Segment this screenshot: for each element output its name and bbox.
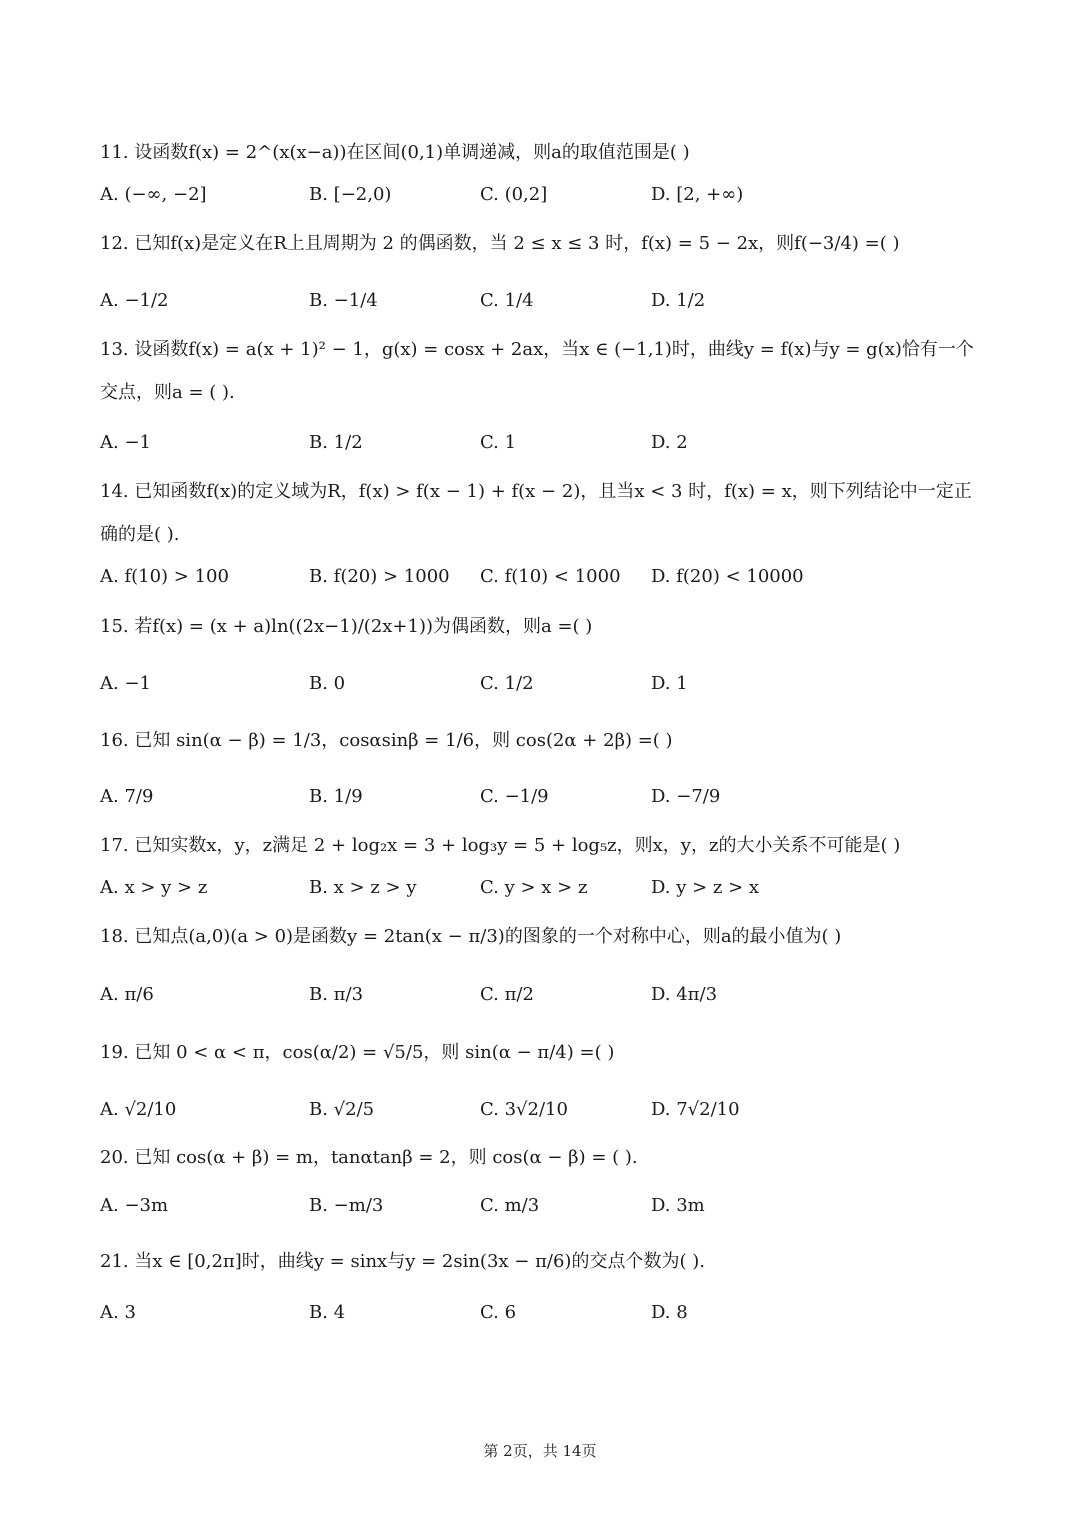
options-21 — [100, 1293, 980, 1333]
options-12 — [100, 281, 980, 321]
option-b: B. [−2,0) — [309, 184, 392, 205]
option-b: B. 1/9 — [309, 786, 363, 807]
question-14 — [100, 470, 984, 556]
question-18 — [100, 915, 984, 958]
options-14 — [100, 557, 980, 597]
question-20 — [100, 1136, 984, 1179]
question-stem: 12. 已知f(x)是定义在R上且周期为 2 的偶函数，当 2 ≤ x ≤ 3 时，f(x) = 5 − 2x，则f(−3/4) =( ) — [100, 233, 900, 254]
option-d: D. −7/9 — [651, 786, 721, 807]
option-d: D. f(20) < 10000 — [651, 566, 804, 587]
question-stem: 11. 设函数f(x) = 2^(x(x−a))在区间(0,1)单调递减，则a的取值范围是( ) — [100, 142, 690, 163]
option-a: A. 7/9 — [100, 786, 154, 807]
option-c: C. m/3 — [480, 1195, 540, 1216]
option-a: A. −3m — [100, 1195, 169, 1216]
question-stem: 17. 已知实数x，y，z满足 2 + log₂x = 3 + log₃y = 5 + log₅z，则x，y，z的大小关系不可能是( ) — [100, 835, 901, 856]
option-d: D. 1/2 — [651, 290, 706, 311]
option-a: A. −1 — [100, 673, 151, 694]
option-d: D. 8 — [651, 1302, 688, 1323]
option-c: C. (0,2] — [480, 184, 548, 205]
option-a: A. 3 — [100, 1302, 136, 1323]
option-d: D. 4π/3 — [651, 984, 718, 1005]
option-a: A. √2/10 — [100, 1099, 177, 1120]
option-c: C. π/2 — [480, 984, 534, 1005]
option-c: C. f(10) < 1000 — [480, 566, 621, 587]
option-d: D. 3m — [651, 1195, 705, 1216]
option-a: A. π/6 — [100, 984, 154, 1005]
question-17 — [100, 824, 984, 867]
options-15 — [100, 664, 980, 704]
question-stem: 14. 已知函数f(x)的定义域为R，f(x) > f(x − 1) + f(x − 2)，且当x < 3 时，f(x) = x，则下列结论中一定正确的是( ). — [100, 481, 972, 545]
question-stem: 19. 已知 0 < α < π，cos(α/2) = √5/5，则 sin(α − π/4) =( ) — [100, 1042, 615, 1063]
question-11 — [100, 131, 984, 174]
option-b: B. 4 — [309, 1302, 346, 1323]
page-footer: 第 2页，共 14页 — [483, 1442, 597, 1460]
option-c: C. 1 — [480, 432, 517, 453]
option-c: C. −1/9 — [480, 786, 549, 807]
option-a: A. f(10) > 100 — [100, 566, 229, 587]
question-stem: 13. 设函数f(x) = a(x + 1)² − 1，g(x) = cosx + 2ax，当x ∈ (−1,1)时，曲线y = f(x)与y = g(x)恰有一个交点，则a = ( ). — [100, 339, 974, 403]
options-19 — [100, 1090, 980, 1130]
options-17 — [100, 868, 980, 908]
option-d: D. y > z > x — [651, 877, 760, 898]
option-d: D. [2, +∞) — [651, 184, 744, 205]
option-c: C. 6 — [480, 1302, 517, 1323]
option-c: C. 1/2 — [480, 673, 534, 694]
question-stem: 15. 若f(x) = (x + a)ln((2x−1)/(2x+1))为偶函数，则a =( ) — [100, 616, 593, 637]
option-c: C. 3√2/10 — [480, 1099, 568, 1120]
question-16 — [100, 719, 984, 762]
option-b: B. −m/3 — [309, 1195, 384, 1216]
options-11 — [100, 175, 980, 215]
option-b: B. √2/5 — [309, 1099, 375, 1120]
option-b: B. −1/4 — [309, 290, 378, 311]
option-d: D. 2 — [651, 432, 688, 453]
question-12 — [100, 222, 984, 265]
question-19 — [100, 1031, 984, 1074]
question-stem: 20. 已知 cos(α + β) = m，tanαtanβ = 2，则 cos(α − β) = ( ). — [100, 1147, 638, 1168]
option-d: D. 7√2/10 — [651, 1099, 740, 1120]
question-stem: 16. 已知 sin(α − β) = 1/3，cosαsinβ = 1/6，则 cos(2α + 2β) =( ) — [100, 730, 673, 751]
option-b: B. x > z > y — [309, 877, 417, 898]
option-b: B. 1/2 — [309, 432, 363, 453]
option-d: D. 1 — [651, 673, 688, 694]
options-18 — [100, 975, 980, 1015]
question-21 — [100, 1240, 984, 1283]
option-b: B. π/3 — [309, 984, 364, 1005]
options-13 — [100, 423, 980, 463]
options-16 — [100, 777, 980, 817]
question-15 — [100, 605, 984, 648]
question-13 — [100, 328, 984, 414]
question-stem: 18. 已知点(a,0)(a > 0)是函数y = 2tan(x − π/3)的图象的一个对称中心，则a的最小值为( ) — [100, 926, 842, 947]
option-b: B. 0 — [309, 673, 346, 694]
option-c: C. y > x > z — [480, 877, 588, 898]
option-a: A. −1/2 — [100, 290, 169, 311]
option-c: C. 1/4 — [480, 290, 534, 311]
option-a: A. (−∞, −2] — [100, 184, 207, 205]
options-20 — [100, 1186, 980, 1226]
option-b: B. f(20) > 1000 — [309, 566, 450, 587]
question-stem: 21. 当x ∈ [0,2π]时，曲线y = sinx与y = 2sin(3x − π/6)的交点个数为( ). — [100, 1251, 705, 1272]
option-a: A. −1 — [100, 432, 151, 453]
option-a: A. x > y > z — [100, 877, 208, 898]
